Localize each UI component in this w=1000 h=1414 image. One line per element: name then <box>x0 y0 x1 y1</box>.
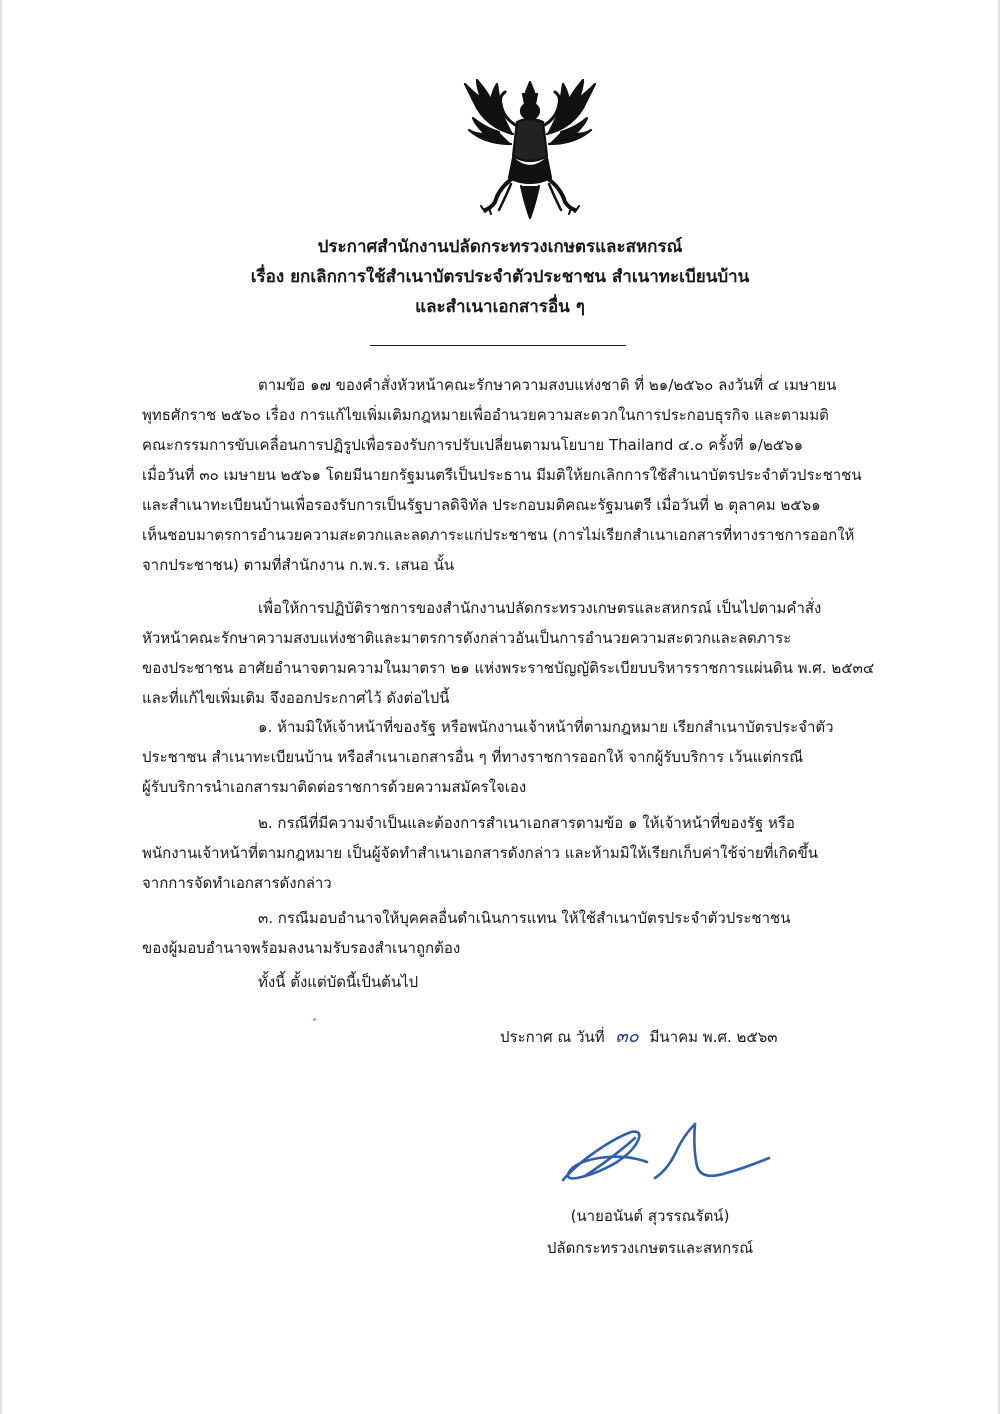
title-line-2: เรื่อง ยกเลิกการใช้สำเนาบัตรประจำตัวประชาชน สำเนาทะเบียนบ้าน <box>250 267 750 287</box>
paragraph-2 <box>142 593 902 713</box>
closing-line: ทั้งนี้ ตั้งแต่บัดนี้เป็นต้นไป <box>258 973 419 991</box>
scan-speck <box>313 1018 316 1021</box>
signer-position: ปลัดกระทรวงเกษตรและสหกรณ์ <box>546 1239 754 1257</box>
clause-1 <box>142 712 902 802</box>
clause-line: ประชาชน สำเนาทะเบียนบ้าน หรือสำเนาเอกสารอื่น ๆ ที่ทางราชการออกให้ จากผู้รับบริการ เว้นแต่กรณี <box>142 748 804 766</box>
scan-edge-left <box>0 0 4 1414</box>
date-day-handwritten: ๓๐ <box>615 1026 639 1047</box>
clause-line: ๒. กรณีที่มีความจำเป็นและต้องการสำเนาเอกสารตามข้อ ๑ ให้เจ้าหน้าที่ของรัฐ หรือ <box>258 814 795 832</box>
title-divider <box>370 345 626 346</box>
clause-line: ๓. กรณีมอบอำนาจให้บุคคลอื่นดำเนินการแทน ให้ใช้สำเนาบัตรประจำตัวประชาชน <box>258 909 791 927</box>
paragraph-line: พุทธศักราช ๒๕๖๐ เรื่อง การแก้ไขเพิ่มเติมกฎหมายเพื่ออำนวยความสะดวกในการประกอบธุรกิจ และตามมติ <box>142 406 829 424</box>
paragraph-line: หัวหน้าคณะรักษาความสงบแห่งชาติและมาตรการดังกล่าวอันเป็นการอำนวยความสะดวกและลดภาระ <box>142 629 792 647</box>
paragraph-line: และที่แก้ไขเพิ่มเติม จึงออกประกาศไว้ ดังต่อไปนี้ <box>142 689 450 707</box>
garuda-emblem-icon <box>455 78 605 220</box>
paragraph-1 <box>142 370 902 580</box>
paragraph-line: เห็นชอบมาตรการอำนวยความสะดวกและลดภาระแก่ประชาชน (การไม่เรียกสำเนาเอกสารที่ทางราชการออกให้ <box>142 526 855 544</box>
clause-2 <box>142 808 902 898</box>
signer-block <box>500 1200 800 1264</box>
clause-line: ของผู้มอบอำนาจพร้อมลงนามรับรองสำเนาถูกต้อง <box>142 939 461 957</box>
signer-name: (นายอนันต์ สุวรรณรัตน์) <box>570 1207 730 1225</box>
clause-line: ๑. ห้ามมิให้เจ้าหน้าที่ของรัฐ หรือพนักงานเจ้าหน้าที่ตามกฎหมาย เรียกสำเนาบัตรประจำตัว <box>258 718 834 736</box>
paragraph-line: เมื่อวันที่ ๓๐ เมษายน ๒๕๖๑ โดยมีนายกรัฐมนตรีเป็นประธาน มีมติให้ยกเลิกการใช้สำเนาบัตรประจำตัวประชาชน <box>142 466 862 484</box>
clause-line: ผู้รับบริการนำเอกสารมาติดต่อราชการด้วยความสมัครใจเอง <box>142 778 527 796</box>
title-line-3: และสำเนาเอกสารอื่น ๆ <box>415 297 585 317</box>
clause-line: พนักงานเจ้าหน้าที่ตามกฎหมาย เป็นผู้จัดทำสำเนาเอกสารดังกล่าว และห้ามมิให้เรียกเก็บค่าใช้จ่ายที่เกิดขึ้น <box>142 844 819 862</box>
announcement-date <box>500 1022 778 1052</box>
paragraph-line: เพื่อให้การปฏิบัติราชการของสำนักงานปลัดกระทรวงเกษตรและสหกรณ์ เป็นไปตามคำสั่ง <box>258 599 822 617</box>
announcement-title <box>140 232 860 322</box>
clause-3 <box>142 903 902 963</box>
date-prefix: ประกาศ ณ วันที่ <box>500 1028 605 1046</box>
paragraph-line: จากประชาชน) ตามที่สำนักงาน ก.พ.ร. เสนอ นั้น <box>142 556 455 574</box>
paragraph-line: ตามข้อ ๑๗ ของคำสั่งหัวหน้าคณะรักษาความสงบแห่งชาติ ที่ ๒๑/๒๕๖๐ ลงวันที่ ๔ เมษายน <box>258 376 837 394</box>
paragraph-line: คณะกรรมการขับเคลื่อนการปฏิรูปเพื่อรองรับการปรับเปลี่ยนตามนโยบาย Thailand ๔.๐ ครั้งที่ ๑/๒๕๖๑ <box>142 436 804 454</box>
scan-edge-right <box>996 0 1000 1414</box>
paragraph-line: ของประชาชน อาศัยอำนาจตามความในมาตรา ๒๑ แห่งพระราชบัญญัติระเบียบบริหารราชการแผ่นดิน พ.ศ. ๒๕๓๔ <box>142 659 875 677</box>
title-line-1: ประกาศสำนักงานปลัดกระทรวงเกษตรและสหกรณ์ <box>317 237 683 257</box>
date-suffix: มีนาคม พ.ศ. ๒๕๖๓ <box>649 1028 778 1046</box>
paragraph-line: และสำเนาทะเบียนบ้านเพื่อรองรับการเป็นรัฐบาลดิจิทัล ประกอบมติคณะรัฐมนตรี เมื่อวันที่ ๒ ตุลาคม ๒๕๖๑ <box>142 496 821 514</box>
closing-statement <box>142 967 902 997</box>
handwritten-signature-icon <box>555 1118 775 1193</box>
clause-line: จากการจัดทำเอกสารดังกล่าว <box>142 874 332 892</box>
